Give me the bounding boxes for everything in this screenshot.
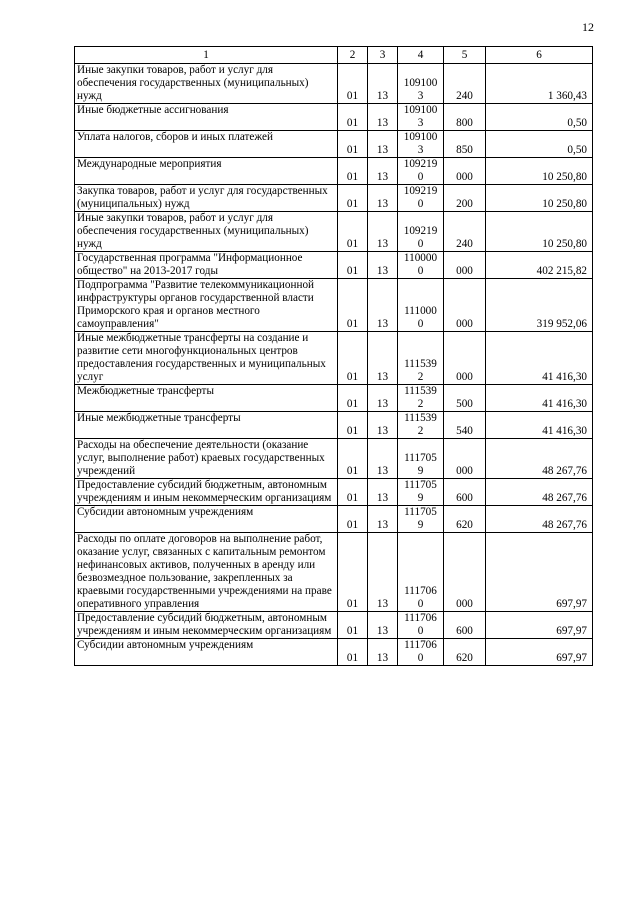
target-code [398, 639, 444, 666]
expense-name: Иные закупки товаров, работ и услуг для обеспечения государственных (муниципальных) нужд [75, 64, 338, 104]
amount: 41 416,30 [486, 332, 593, 385]
target-code-part2: 3 [417, 90, 424, 102]
target-code [398, 104, 444, 131]
expense-type-code: 000 [444, 252, 486, 279]
section-code: 01 [338, 533, 368, 612]
table-row [75, 639, 593, 666]
expense-type-code: 000 [444, 279, 486, 332]
target-code [398, 479, 444, 506]
target-code-part1: 111705 [404, 452, 437, 464]
amount: 402 215,82 [486, 252, 593, 279]
subsection-code: 13 [368, 479, 398, 506]
amount: 10 250,80 [486, 158, 593, 185]
expense-type-code: 000 [444, 158, 486, 185]
target-code-part2: 2 [417, 425, 424, 437]
subsection-code: 13 [368, 506, 398, 533]
target-code-part2: 3 [417, 144, 424, 156]
expense-type-code: 850 [444, 131, 486, 158]
target-code-part1: 109100 [403, 131, 438, 143]
target-code [398, 385, 444, 412]
amount: 319 952,06 [486, 279, 593, 332]
subsection-code: 13 [368, 639, 398, 666]
table-row [75, 385, 593, 412]
subsection-code: 13 [368, 158, 398, 185]
amount: 41 416,30 [486, 385, 593, 412]
expense-name: Государственная программа "Информационное общество" на 2013-2017 годы [75, 252, 338, 279]
section-code: 01 [338, 439, 368, 479]
amount: 10 250,80 [486, 185, 593, 212]
expense-name: Межбюджетные трансферты [75, 385, 338, 412]
amount: 697,97 [486, 612, 593, 639]
target-code-part1: 111000 [404, 305, 437, 317]
expense-type-code: 500 [444, 385, 486, 412]
target-code-part2: 0 [417, 171, 424, 183]
expense-name: Субсидии автономным учреждениям [75, 506, 338, 533]
subsection-code: 13 [368, 612, 398, 639]
section-code: 01 [338, 332, 368, 385]
target-code [398, 158, 444, 185]
subsection-code: 13 [368, 252, 398, 279]
target-code [398, 64, 444, 104]
target-code-part1: 111706 [404, 639, 437, 651]
expense-name: Иные межбюджетные трансферты на создание и развитие сети многофункциональных центров предоставления государственных и муниципальных услуг [75, 332, 338, 385]
expense-name: Международные мероприятия [75, 158, 338, 185]
target-code-part1: 110000 [403, 252, 438, 264]
expense-type-code: 000 [444, 533, 486, 612]
section-code: 01 [338, 252, 368, 279]
target-code-part1: 111705 [404, 506, 437, 518]
amount: 697,97 [486, 639, 593, 666]
column-header: 2 [338, 47, 368, 64]
expense-name: Закупка товаров, работ и услуг для государственных (муниципальных) нужд [75, 185, 338, 212]
amount: 48 267,76 [486, 479, 593, 506]
subsection-code: 13 [368, 412, 398, 439]
target-code-part1: 111539 [404, 358, 437, 370]
table-row [75, 412, 593, 439]
amount: 48 267,76 [486, 439, 593, 479]
target-code-part2: 0 [417, 198, 424, 210]
table-row [75, 279, 593, 332]
target-code [398, 279, 444, 332]
section-code: 01 [338, 212, 368, 252]
section-code: 01 [338, 104, 368, 131]
table-row [75, 131, 593, 158]
table-row [75, 158, 593, 185]
expense-type-code: 000 [444, 332, 486, 385]
table-row [75, 64, 593, 104]
target-code-part2: 0 [417, 238, 424, 250]
section-code: 01 [338, 479, 368, 506]
amount: 697,97 [486, 533, 593, 612]
target-code-part2: 9 [417, 465, 424, 477]
target-code-part2: 9 [417, 519, 424, 531]
target-code [398, 533, 444, 612]
subsection-code: 13 [368, 533, 398, 612]
target-code [398, 131, 444, 158]
expense-name: Предоставление субсидий бюджетным, автономным учреждениям и иным некоммерческим организациям [75, 612, 338, 639]
table-row [75, 332, 593, 385]
section-code: 01 [338, 279, 368, 332]
table-row [75, 506, 593, 533]
amount: 1 360,43 [486, 64, 593, 104]
expense-name: Подпрограмма "Развитие телекоммуникационной инфраструктуры органов государственной власти Приморского края и органов местного самоуправления" [75, 279, 338, 332]
table-row [75, 185, 593, 212]
target-code [398, 612, 444, 639]
expense-name: Иные бюджетные ассигнования [75, 104, 338, 131]
page-number: 12 [582, 20, 594, 34]
target-code [398, 212, 444, 252]
target-code-part2: 0 [417, 598, 424, 610]
expense-name: Предоставление субсидий бюджетным, автономным учреждениям и иным некоммерческим организациям [75, 479, 338, 506]
expense-type-code: 540 [444, 412, 486, 439]
section-code: 01 [338, 64, 368, 104]
section-code: 01 [338, 158, 368, 185]
target-code-part2: 2 [417, 398, 424, 410]
subsection-code: 13 [368, 131, 398, 158]
expense-type-code: 620 [444, 506, 486, 533]
subsection-code: 13 [368, 439, 398, 479]
expense-name: Расходы на обеспечение деятельности (оказание услуг, выполнение работ) краевых государственных учреждений [75, 439, 338, 479]
section-code: 01 [338, 131, 368, 158]
target-code-part2: 0 [417, 318, 424, 330]
expense-type-code: 800 [444, 104, 486, 131]
expense-type-code: 000 [444, 439, 486, 479]
target-code-part1: 109219 [403, 225, 438, 237]
table-row [75, 479, 593, 506]
target-code-part2: 0 [417, 625, 424, 637]
budget-table [74, 46, 593, 666]
section-code: 01 [338, 639, 368, 666]
expense-name: Уплата налогов, сборов и иных платежей [75, 131, 338, 158]
expense-name: Субсидии автономным учреждениям [75, 639, 338, 666]
subsection-code: 13 [368, 279, 398, 332]
target-code-part1: 111539 [404, 412, 437, 424]
amount: 0,50 [486, 104, 593, 131]
table-row [75, 252, 593, 279]
target-code-part1: 111706 [404, 585, 437, 597]
column-header: 4 [398, 47, 444, 64]
expense-type-code: 240 [444, 64, 486, 104]
target-code-part2: 9 [417, 492, 424, 504]
expense-type-code: 240 [444, 212, 486, 252]
section-code: 01 [338, 185, 368, 212]
target-code [398, 252, 444, 279]
target-code-part1: 109219 [403, 185, 438, 197]
target-code [398, 506, 444, 533]
expense-name: Иные межбюджетные трансферты [75, 412, 338, 439]
amount: 41 416,30 [486, 412, 593, 439]
target-code [398, 412, 444, 439]
subsection-code: 13 [368, 385, 398, 412]
expense-type-code: 200 [444, 185, 486, 212]
table-row [75, 533, 593, 612]
target-code-part2: 0 [417, 265, 424, 277]
section-code: 01 [338, 412, 368, 439]
amount: 48 267,76 [486, 506, 593, 533]
expense-name: Иные закупки товаров, работ и услуг для обеспечения государственных (муниципальных) нужд [75, 212, 338, 252]
target-code-part2: 2 [417, 371, 424, 383]
section-code: 01 [338, 612, 368, 639]
subsection-code: 13 [368, 185, 398, 212]
section-code: 01 [338, 506, 368, 533]
table-body [75, 47, 593, 666]
expense-type-code: 600 [444, 612, 486, 639]
header-row [75, 47, 593, 64]
target-code-part1: 111539 [404, 385, 437, 397]
amount: 10 250,80 [486, 212, 593, 252]
target-code [398, 185, 444, 212]
target-code-part1: 111706 [404, 612, 437, 624]
column-header: 5 [444, 47, 486, 64]
table-row [75, 212, 593, 252]
column-header: 1 [75, 47, 338, 64]
subsection-code: 13 [368, 212, 398, 252]
column-header: 3 [368, 47, 398, 64]
expense-name: Расходы по оплате договоров на выполнение работ, оказание услуг, связанных с капитальным ремонтом нефинансовых активов, полученных в аренду или безвозмездное пользование, закрепленных за краевыми государственными учреждениями на праве оперативного управления [75, 533, 338, 612]
table-row [75, 612, 593, 639]
target-code-part2: 3 [417, 117, 424, 129]
subsection-code: 13 [368, 64, 398, 104]
target-code-part1: 109100 [403, 104, 438, 116]
subsection-code: 13 [368, 332, 398, 385]
target-code-part2: 0 [417, 652, 424, 664]
target-code-part1: 109100 [403, 77, 438, 89]
target-code [398, 439, 444, 479]
subsection-code: 13 [368, 104, 398, 131]
amount: 0,50 [486, 131, 593, 158]
table-row [75, 104, 593, 131]
column-header: 6 [486, 47, 593, 64]
target-code-part1: 111705 [404, 479, 437, 491]
expense-type-code: 600 [444, 479, 486, 506]
table-row [75, 439, 593, 479]
section-code: 01 [338, 385, 368, 412]
target-code [398, 332, 444, 385]
expense-type-code: 620 [444, 639, 486, 666]
target-code-part1: 109219 [403, 158, 438, 170]
